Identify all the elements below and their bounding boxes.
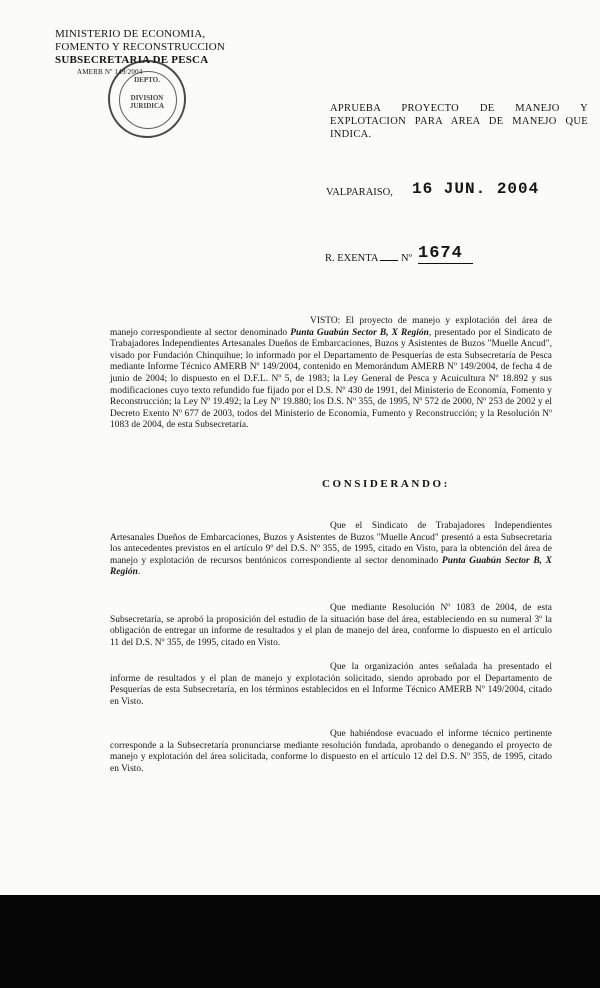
place-label: VALPARAISO, [326, 187, 393, 198]
considerando-2 [110, 603, 552, 649]
scan-border-bottom [0, 895, 600, 988]
visto-text-2: , presentado por el Sindicato de Trabajadores Independientes Artesanales Dueños de Embarcaciones, Buzos y Asistentes de Buzos "Muelle Ancud", visado por Fundación Chinquihue; lo informado por el Departamento de Pesquerías de esta Subsecretaría de Pesca mediante Informe Técnico AMERB Nº 149/2004, contenido en Memorándum AMERB Nº 149/2004, de fecha 4 de junio de 2004; lo dispuesto en el D.F.L. Nº 5, de 1983; la Ley General de Pesca y Acuicultura Nº 18.892 y sus modificaciones cuyo texto refundido fue fijado por el D.S. Nº 430 de 1991, del Ministerio de Economía, Fomento y Reconstrucción; la Ley Nº 19.492; la Ley Nº 19.880; los D.S. Nº 355, de 1995, Nº 572 de 2000, Nº 253 de 2002 y el Decreto Exento Nº 677 de 2003, todos del Ministerio de Economía, Fumento y Reconstrucción; y la Resolución Nº 1083 de 2004, de esta Subsecretaría. [110, 327, 553, 431]
considerando-1-text: Que el Sindicato de Trabajadores Independientes Artesanales Dueños de Embarcaciones, Buzos y Asistentes de Buzos "Muelle Ancud" presentó a esta Subsecretaría los antecedentes previstos en el artículo 9º del D.S. Nº 355, de 1995, citado en Visto, para la obtención del área de manejo y explotación de recursos bentónicos correspondiente al sector denominado [110, 521, 552, 566]
official-seal [108, 60, 186, 138]
considerando-1-sector: Punta Guabún Sector B, X Región [110, 555, 552, 578]
considerando-2-text: Que mediante Resolución Nº 1083 de 2004, de esta Subsecretaría, se aprobó la proposición del estudio de la situación base del área, estableciendo en su numeral 3º la obligación de entregar un informe de resultados y el plan de manejo del área, conforme lo dispuesto en el artículo 11 del D.S. Nº 355, de 1995, citado en Visto. [110, 603, 552, 648]
resolution-number: 1674 [418, 244, 473, 264]
visto-paragraph [110, 316, 552, 432]
date-stamp: 16 JUN. 2004 [412, 180, 540, 198]
visto-text-1: El proyecto de manejo y explotación del área de manejo correspondiente al sector denominado [110, 316, 552, 338]
considerando-4-text: Que habiéndose evacuado el informe técnico pertinente corresponde a la Subsecretaría pronunciarse mediante resolución fundada, aprobando o denegando el proyecto de manejo y explotación del área solicitada, conforme lo dispuesto en el artículo 12 del D.S. Nº 355, de 1995, citado en Visto. [110, 729, 552, 774]
considerando-3 [110, 662, 552, 708]
visto-sector: Punta Guabún Sector B, X Región [290, 327, 429, 338]
letterhead-subsecretaria: SUBSECRETARIA DE PESCA [55, 54, 209, 66]
exenta-underline [380, 260, 398, 261]
letterhead-ministry: MINISTERIO DE ECONOMIA, [55, 28, 206, 40]
considerando-heading: CONSIDERANDO: [322, 478, 450, 490]
seal-text-top: DEPTO. [134, 76, 160, 84]
exenta-label: R. EXENTA [325, 253, 379, 264]
considerando-1 [110, 521, 552, 579]
exenta-label-line [325, 253, 412, 264]
visto-label: VISTO: [310, 316, 341, 326]
letterhead-ministry-cont: FOMENTO Y RECONSTRUCCION [55, 41, 226, 53]
letterhead-reference: AMERB Nº 149/2004 [77, 68, 143, 76]
considerando-4 [110, 729, 552, 775]
seal-text-middle: DIVISION JURIDICA [129, 94, 165, 110]
considerando-3-text: Que la organización antes señalada ha presentado el informe de resultados y el plan de manejo y explotación solicitado, siendo aprobado por el Departamento de Pesquerías de esta Subsecretaría, en los términos establecidos en el Informe Técnico AMERB Nº 149/2004, citado en Visto. [110, 662, 552, 707]
considerando-1-end: . [137, 567, 141, 578]
exenta-no: Nº [401, 253, 412, 264]
document-title: APRUEBA PROYECTO DE MANEJO Y EXPLOTACION PARA AREA DE MANEJO QUE INDICA. [330, 103, 588, 140]
